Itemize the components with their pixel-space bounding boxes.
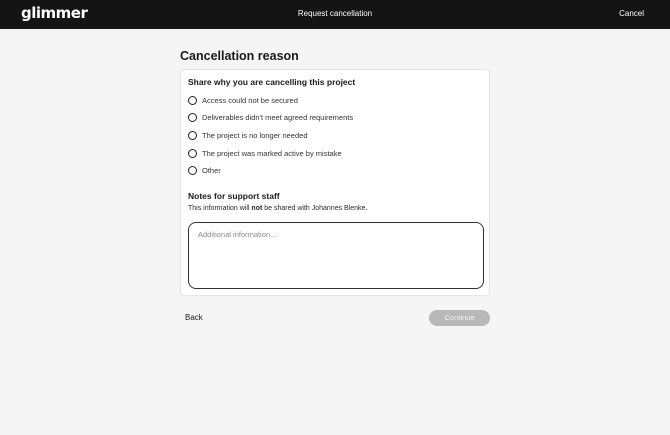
reason-option-deliverables[interactable] [188,111,353,123]
radio-button[interactable] [188,96,197,105]
option-label: Access could not be secured [202,95,298,105]
radio-button[interactable] [188,166,197,175]
question-title: Share why you are cancelling this project [188,77,356,87]
page-title: Cancellation reason [180,49,299,63]
notes-description [188,205,367,212]
notes-desc-bold: not [251,205,263,212]
reason-option-access[interactable] [188,94,298,106]
radio-button[interactable] [188,131,197,140]
reason-option-marked-by-mistake[interactable] [188,147,342,159]
top-bar [0,0,670,29]
radio-button[interactable] [188,149,197,158]
notes-desc-prefix: This information will [188,205,252,212]
option-label: The project is no longer needed [202,130,308,140]
cancellation-form-card [180,69,490,296]
option-label: The project was marked active by mistake [202,148,342,158]
glimmer-logo[interactable]: glimmer [21,4,88,22]
option-label: Other [202,165,221,175]
back-button[interactable]: Back [185,313,203,322]
additional-information-textarea[interactable] [188,222,484,289]
continue-button[interactable]: Continue [429,310,490,326]
reason-option-no-longer-needed[interactable] [188,129,308,141]
reason-option-other[interactable] [188,164,221,176]
cancel-link[interactable]: Cancel [619,9,644,18]
option-label: Deliverables didn't meet agreed requirements [202,112,354,122]
header-title: Request cancellation [297,9,373,18]
radio-button[interactable] [188,113,197,122]
notes-title: Notes for support staff [188,191,280,201]
notes-desc-suffix: be shared with Johannes Blenke. [262,205,368,212]
